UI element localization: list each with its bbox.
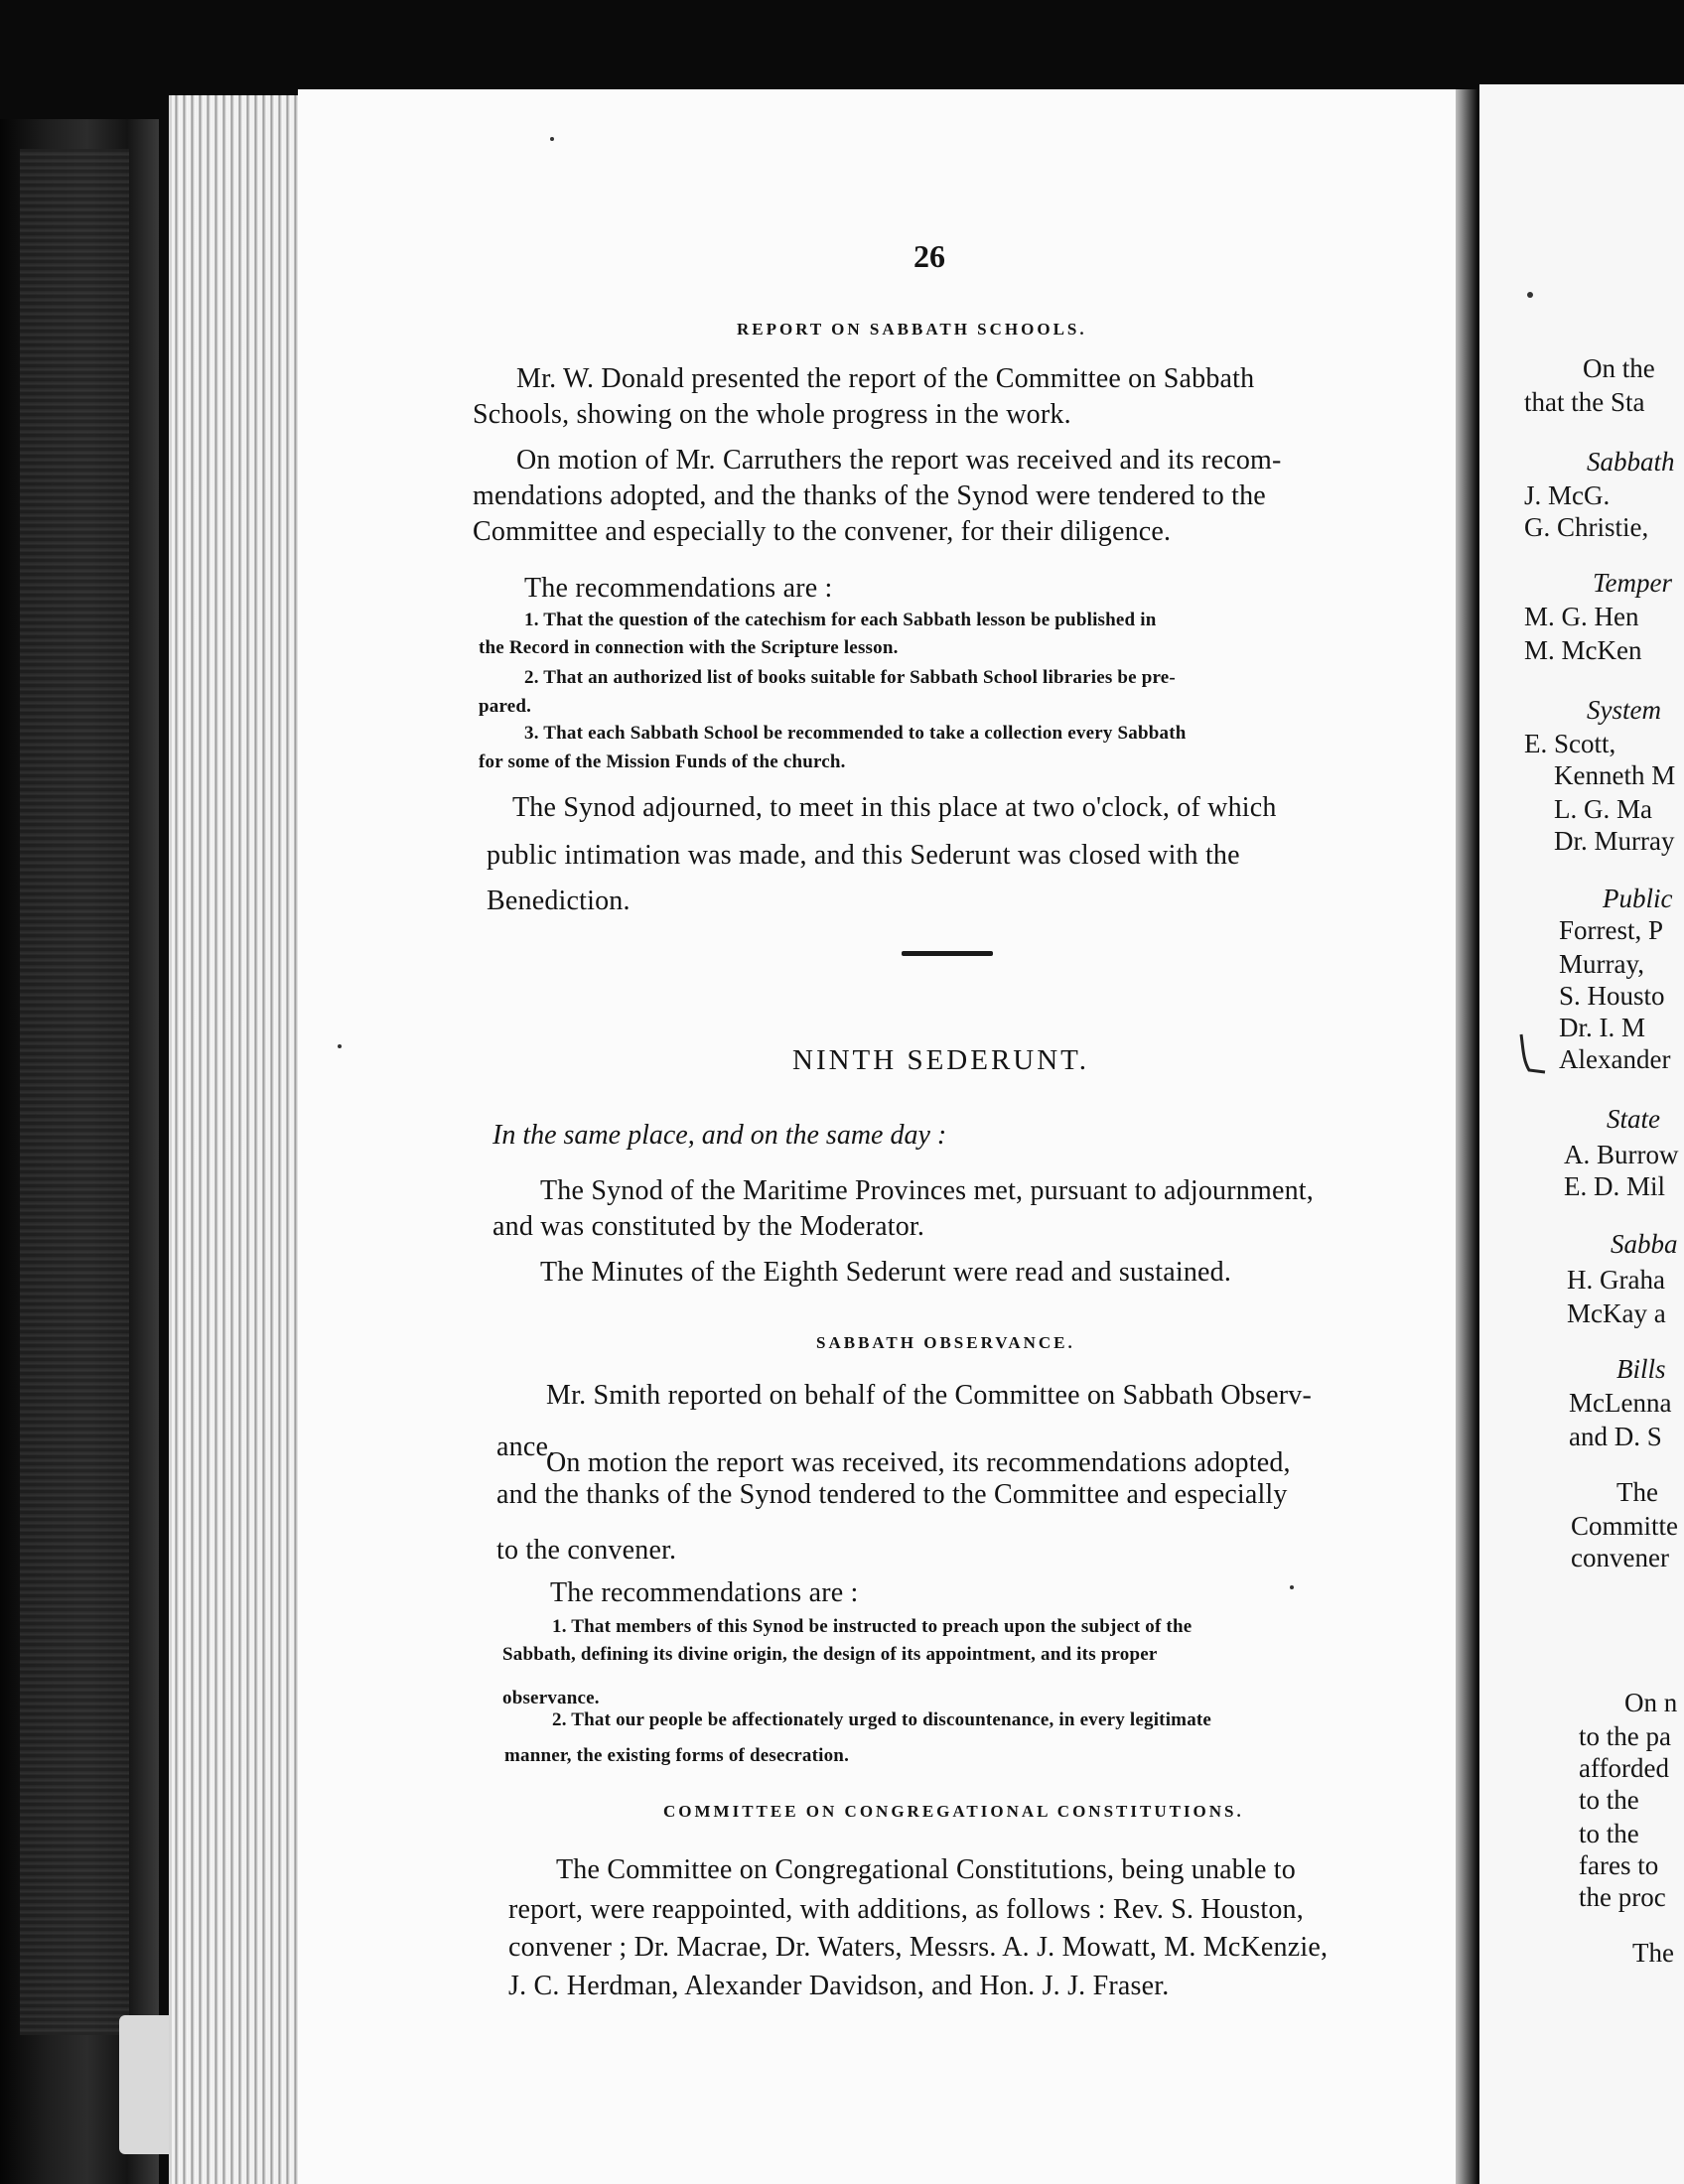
recommendation-line: 2. That our people be affectionately urged to discountenance, in every legitimate <box>552 1709 1212 1730</box>
right-page-fragment: to the <box>1579 1785 1639 1815</box>
paragraph-line: report, were reappointed, with additions, as follows : Rev. S. Houston, <box>508 1894 1304 1925</box>
right-page-fragment: On n <box>1624 1688 1678 1717</box>
right-page-fragment: J. McG. <box>1524 480 1611 510</box>
right-page-fragment: Forrest, P <box>1559 915 1664 945</box>
pencil-mark-icon <box>1515 1030 1551 1080</box>
right-page-fragment: and D. S <box>1569 1422 1662 1451</box>
right-page-fragment: Sabba <box>1611 1229 1678 1259</box>
paragraph-line: J. C. Herdman, Alexander Davidson, and Hon. J. J. Fraser. <box>508 1971 1170 2001</box>
right-page-fragment: Murray, <box>1559 949 1644 979</box>
right-page-fragment: Dr. Murray <box>1554 826 1675 856</box>
paragraph-line: On motion of Mr. Carruthers the report was received and its recom- <box>516 445 1282 476</box>
recommendation-line: observance. <box>502 1688 600 1708</box>
right-page-fragment: G. Christie, <box>1524 512 1649 542</box>
recommendation-line: 1. That members of this Synod be instructed to preach upon the subject of the <box>552 1616 1193 1637</box>
recommendation-line: Sabbath, defining its divine origin, the design of its appointment, and its proper <box>502 1644 1158 1665</box>
recommendation-line: 2. That an authorized list of books suitable for Sabbath School libraries be pre- <box>524 667 1176 688</box>
paragraph-line: Mr. Smith reported on behalf of the Committee on Sabbath Observ- <box>546 1380 1312 1411</box>
right-page-fragment: A. Burrow <box>1564 1140 1679 1169</box>
recommendation-line: manner, the existing forms of desecration. <box>504 1745 850 1766</box>
right-page-fragment: Kenneth M <box>1554 760 1676 790</box>
recommendation-line: pared. <box>479 696 532 717</box>
right-page-fragment: The <box>1616 1477 1658 1507</box>
recommendation-line: 1. That the question of the catechism for each Sabbath lesson be published in <box>524 610 1157 630</box>
section-heading-sabbath-schools: REPORT ON SABBATH SCHOOLS. <box>737 320 1087 339</box>
paragraph-line: to the convener. <box>496 1535 677 1566</box>
right-page-fragment: convener <box>1571 1543 1669 1572</box>
right-page-fragment: to the pa <box>1579 1721 1671 1751</box>
right-page-fragment: afforded <box>1579 1753 1669 1783</box>
right-page-fragment: McKay a <box>1567 1298 1666 1328</box>
paragraph-line: The Synod of the Maritime Provinces met, pursuant to adjournment, <box>540 1175 1314 1206</box>
paragraph-line: On motion the report was received, its recommendations adopted, <box>546 1447 1291 1478</box>
section-heading-congregational-constitutions: COMMITTEE ON CONGREGATIONAL CONSTITUTIONS. <box>663 1802 1244 1821</box>
recommendation-line: 3. That each Sabbath School be recommended to take a collection every Sabbath <box>524 723 1187 744</box>
section-heading-sabbath-observance: SABBATH OBSERVANCE. <box>816 1333 1075 1352</box>
right-page-fragment: State <box>1607 1104 1660 1134</box>
paragraph-line: and was constituted by the Moderator. <box>492 1211 925 1242</box>
paragraph-line: The recommendations are : <box>524 573 833 604</box>
right-page-fragment: The <box>1632 1938 1674 1968</box>
recommendation-line: the Record in connection with the Scripture lesson. <box>479 637 899 658</box>
paragraph-line: The Synod adjourned, to meet in this place at two o'clock, of which <box>512 792 1277 823</box>
paragraph-line: ance. <box>496 1432 556 1462</box>
recommendation-line: for some of the Mission Funds of the church. <box>479 751 846 772</box>
right-page-fragment: the proc <box>1579 1882 1666 1912</box>
right-page-fragment: Bills <box>1616 1354 1666 1384</box>
right-page-fragment: Public <box>1603 884 1673 913</box>
paragraph-line: Mr. W. Donald presented the report of the Committee on Sabbath <box>516 363 1255 394</box>
right-page-fragment: McLenna <box>1569 1388 1672 1418</box>
right-page-fragment: to the <box>1579 1819 1639 1848</box>
paragraph-line: The recommendations are : <box>550 1577 859 1608</box>
paragraph-line: public intimation was made, and this Sederunt was closed with the <box>487 840 1240 871</box>
right-page-fragment: M. McKen <box>1524 635 1642 665</box>
page-number: 26 <box>913 238 945 274</box>
right-page-fragment: M. G. Hen <box>1524 602 1639 631</box>
right-page-fragment: Committe <box>1571 1511 1678 1541</box>
section-divider <box>902 951 993 956</box>
right-page-fragment: that the Sta <box>1524 387 1645 417</box>
right-page-fragment: Sabbath <box>1587 447 1675 477</box>
right-page-fragment: On the <box>1583 353 1655 383</box>
sederunt-intro: In the same place, and on the same day : <box>492 1120 947 1151</box>
paragraph-line: The Committee on Congregational Constitutions, being unable to <box>556 1854 1296 1885</box>
right-page-fragment: E. Scott, <box>1524 729 1616 758</box>
paragraph-line: Schools, showing on the whole progress in the work. <box>473 399 1071 430</box>
right-page-fragment: S. Housto <box>1559 981 1665 1011</box>
paragraph-line: and the thanks of the Synod tendered to the Committee and especially <box>496 1479 1288 1510</box>
right-page-fragment: Alexander <box>1559 1044 1671 1074</box>
sederunt-heading: NINTH SEDERUNT. <box>792 1044 1089 1076</box>
paragraph-line: The Minutes of the Eighth Sederunt were read and sustained. <box>540 1257 1232 1288</box>
paragraph-line: mendations adopted, and the thanks of the Synod were tendered to the <box>473 480 1266 511</box>
right-page-fragment: L. G. Ma <box>1554 794 1652 824</box>
right-page-fragment: fares to <box>1579 1850 1659 1880</box>
right-page-fragment: E. D. Mil <box>1564 1171 1666 1201</box>
right-page-fragment: Temper <box>1593 568 1673 598</box>
right-page-fragment: System <box>1587 695 1661 725</box>
paragraph-line: convener ; Dr. Macrae, Dr. Waters, Messrs. A. J. Mowatt, M. McKenzie, <box>508 1932 1329 1963</box>
paragraph-line: Benediction. <box>487 886 631 916</box>
right-page-fragment: Dr. I. M <box>1559 1013 1645 1042</box>
right-page-fragment: H. Graha <box>1567 1265 1665 1295</box>
paragraph-line: Committee and especially to the convener, for their diligence. <box>473 516 1172 547</box>
